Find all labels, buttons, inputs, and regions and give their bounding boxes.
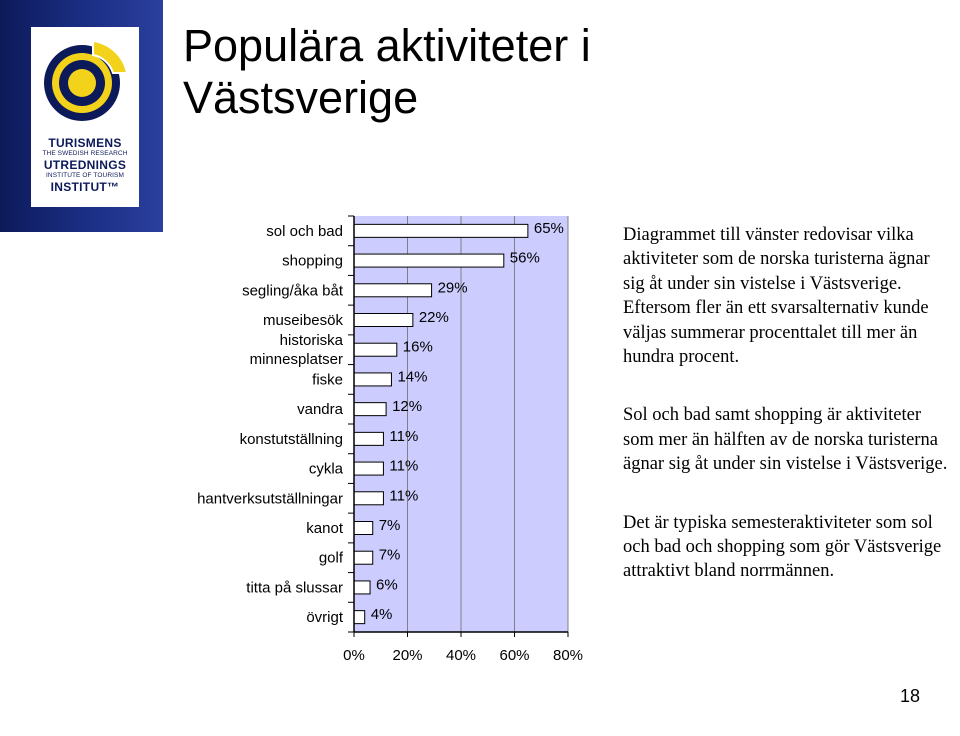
category-label: segling/åka båt bbox=[242, 282, 343, 300]
value-label: 16% bbox=[402, 338, 433, 356]
value-label: 11% bbox=[389, 487, 419, 505]
title-line-1: Populära aktiviteter i bbox=[183, 20, 591, 71]
value-label: 4% bbox=[370, 606, 393, 624]
x-tick-label: 0% bbox=[343, 647, 365, 664]
bar bbox=[354, 254, 504, 267]
value-label: 6% bbox=[376, 576, 398, 594]
bar bbox=[354, 581, 370, 594]
logo-line-5: INSTITUT™ bbox=[50, 180, 120, 194]
value-label: 29% bbox=[437, 279, 468, 297]
value-label: 12% bbox=[392, 398, 423, 416]
category-label: titta på slussar bbox=[246, 579, 343, 597]
bar bbox=[354, 403, 386, 416]
bar bbox=[354, 462, 383, 475]
x-tick-label: 20% bbox=[392, 647, 423, 664]
page-number: 18 bbox=[899, 686, 921, 706]
value-label: 14% bbox=[397, 368, 428, 386]
bar bbox=[354, 611, 365, 624]
category-label: historiska bbox=[279, 332, 343, 350]
bar bbox=[354, 551, 373, 564]
logo-line-2: THE SWEDISH RESEARCH bbox=[42, 150, 128, 157]
x-tick-label: 80% bbox=[552, 647, 584, 664]
logo-line-1: TURISMENS bbox=[48, 136, 122, 150]
category-label: cykla bbox=[308, 460, 343, 478]
category-label: hantverksutställningar bbox=[197, 490, 343, 508]
category-label: övrigt bbox=[306, 609, 343, 627]
value-label: 22% bbox=[418, 309, 449, 326]
category-label: sol och bad bbox=[266, 222, 343, 240]
category-label: fiske bbox=[312, 371, 343, 389]
bar bbox=[354, 522, 373, 535]
bar bbox=[354, 432, 383, 445]
value-label: 11% bbox=[389, 427, 419, 445]
category-label: shopping bbox=[282, 252, 343, 270]
value-label: 56% bbox=[509, 249, 540, 267]
description-paragraph-1: Diagrammet till vänster redovisar vilka aktiviteter som de norska turisterna ägnar sig åt under sin vistelse i Västsverige. Eftersom fler än ett svarsalternativ kunde väljas summerar procenttalet till mer än hundra procent. bbox=[623, 225, 930, 368]
category-label: vandra bbox=[297, 401, 343, 419]
bar bbox=[354, 343, 397, 356]
value-label: 11% bbox=[389, 457, 419, 475]
x-tick-label: 40% bbox=[445, 647, 477, 664]
category-label: golf bbox=[318, 549, 343, 567]
bar bbox=[354, 284, 432, 297]
category-label: konstutställning bbox=[239, 430, 343, 448]
description-paragraph-3: Det är typiska semesteraktiviteter som sol och bad och shopping som gör Västsverige attraktivt bland norrmännen. bbox=[623, 512, 942, 582]
value-label: 65% bbox=[533, 219, 564, 237]
x-tick-label: 60% bbox=[499, 647, 530, 664]
description-paragraph-2: Sol och bad samt shopping är aktiviteter som mer än hälften av de norska turisterna ägnar sig åt under sin vistelse i Västsverige. bbox=[623, 405, 948, 475]
bar bbox=[354, 373, 391, 386]
title-line-2: Västsverige bbox=[183, 72, 419, 123]
value-label: 7% bbox=[378, 517, 401, 534]
bar bbox=[354, 224, 528, 237]
bar bbox=[354, 314, 413, 327]
category-label: museibesök bbox=[262, 312, 343, 329]
value-label: 7% bbox=[378, 546, 401, 564]
logo-line-4: INSTITUTE OF TOURISM bbox=[46, 172, 124, 179]
bar bbox=[354, 492, 383, 505]
logo-line-3: UTREDNINGS bbox=[43, 158, 127, 172]
category-label: kanot bbox=[306, 520, 343, 537]
category-label: minnesplatser bbox=[249, 351, 343, 369]
description-panel bbox=[623, 223, 955, 618]
